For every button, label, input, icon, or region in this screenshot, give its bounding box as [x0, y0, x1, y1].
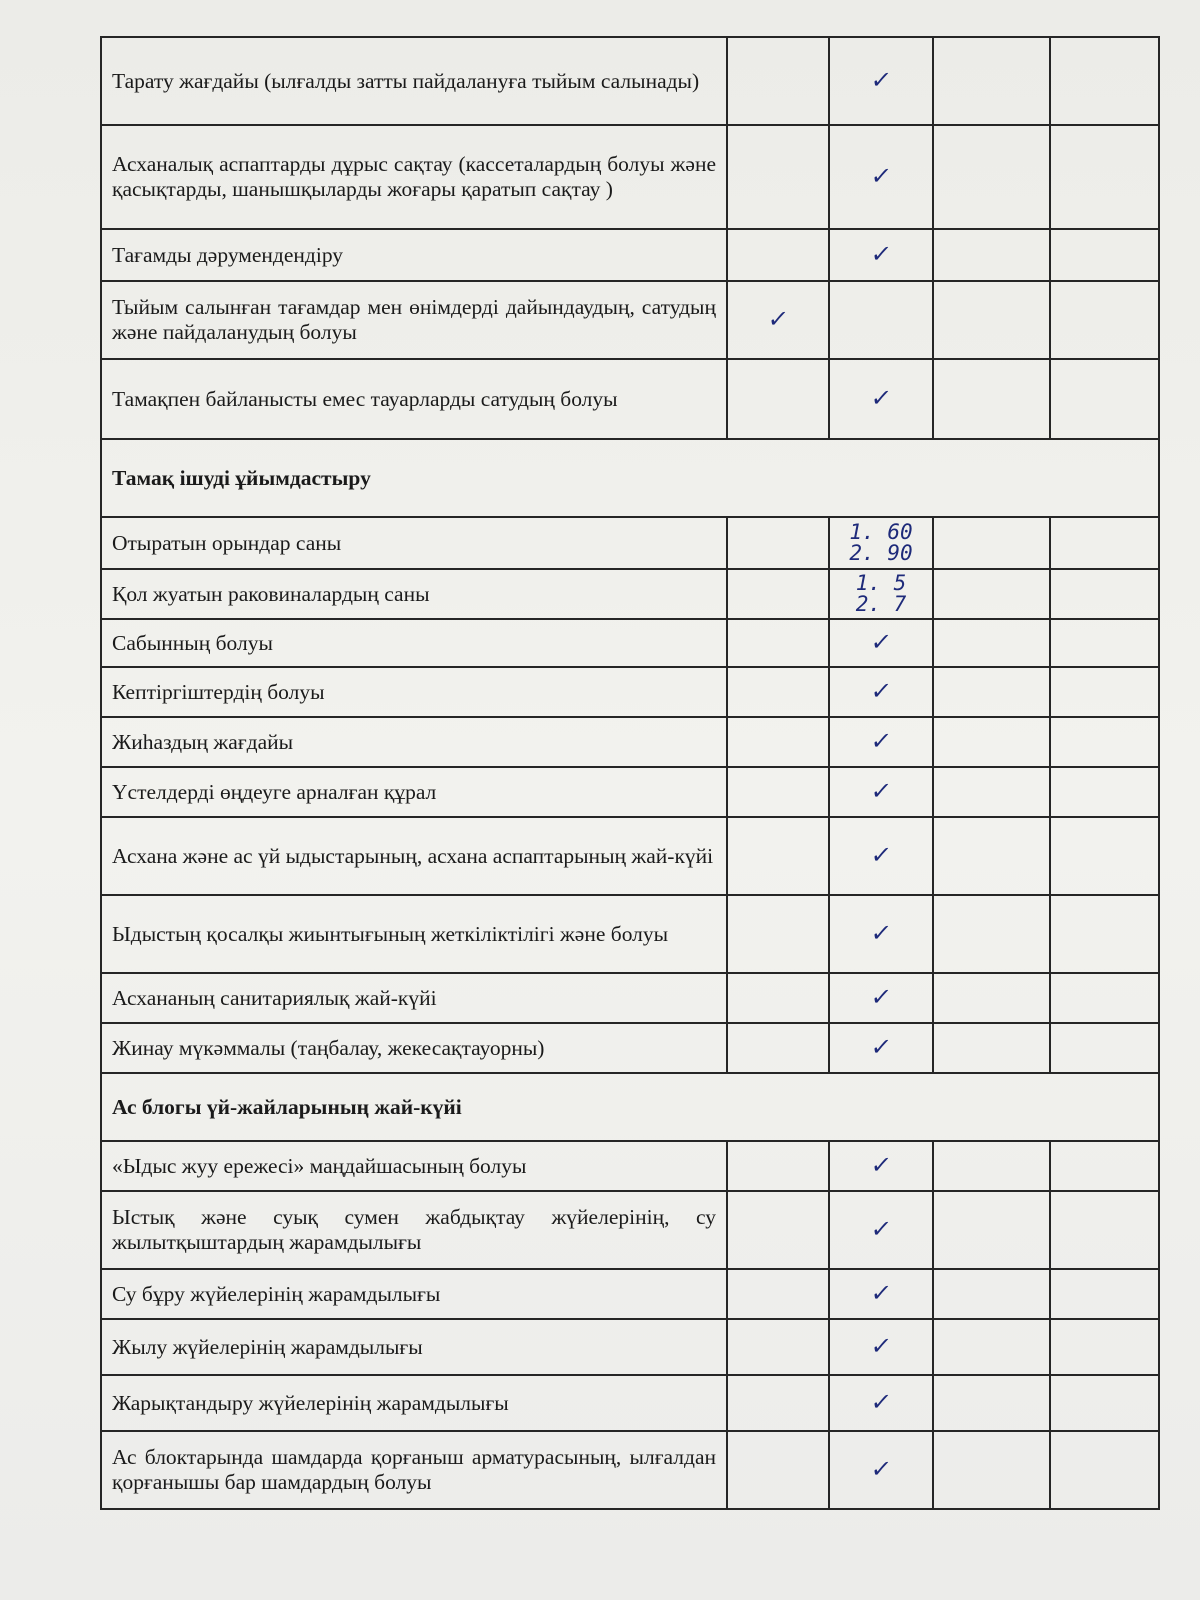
table-row: [101, 229, 1159, 281]
mark-cell-2: [829, 1431, 933, 1509]
item-label: «Ыдыс жуу ережесі» маңдайшасының болуы: [101, 1141, 727, 1191]
item-label: Қол жуатын раковиналардың саны: [101, 569, 727, 619]
table-row: [101, 1191, 1159, 1269]
item-label: Жылу жүйелерінің жарамдылығы: [101, 1319, 727, 1375]
handwritten-count: 2. 7: [855, 592, 907, 616]
checkmark-icon: ✓: [869, 1151, 894, 1179]
mark-cell-3: [933, 359, 1050, 439]
mark-cell-2: [829, 973, 933, 1023]
table-row: [101, 973, 1159, 1023]
mark-cell-3: [933, 1431, 1050, 1509]
mark-cell-4: [1050, 667, 1159, 717]
table-row: [101, 619, 1159, 667]
mark-cell-1: [727, 1141, 829, 1191]
checkmark-icon: ✓: [869, 1033, 894, 1061]
mark-cell-3: [933, 1141, 1050, 1191]
mark-cell-1: [727, 359, 829, 439]
mark-cell-4: [1050, 517, 1159, 569]
table-row: [101, 895, 1159, 973]
mark-cell-1: [727, 1375, 829, 1431]
mark-cell-2: [829, 229, 933, 281]
table-row: [101, 667, 1159, 717]
mark-cell-4: [1050, 229, 1159, 281]
item-label: Тыйым салынған тағамдар мен өнімдерді дайындаудың, сатудың және пайдаланудың болуы: [101, 281, 727, 359]
mark-cell-3: [933, 1319, 1050, 1375]
inspection-checklist-table: [100, 36, 1160, 1510]
table-row: [101, 281, 1159, 359]
item-label: Асханалық аспаптарды дұрыс сақтау (кассеталардың болуы және қасықтарды, шанышқыларды жоғары қаратып сақтау ): [101, 125, 727, 229]
mark-cell-4: [1050, 619, 1159, 667]
mark-cell-1: [727, 973, 829, 1023]
section-heading: Тамақ ішуді ұйымдастыру: [101, 439, 1159, 517]
mark-cell-3: [933, 1269, 1050, 1319]
mark-cell-3: [933, 1375, 1050, 1431]
item-label: Жинау мүкәммалы (таңбалау, жекесақтауорны): [101, 1023, 727, 1073]
item-label: Жарықтандыру жүйелерінің жарамдылығы: [101, 1375, 727, 1431]
table-row: [101, 1269, 1159, 1319]
checkmark-icon: ✓: [869, 1388, 894, 1416]
checkmark-icon: ✓: [766, 305, 791, 333]
checkmark-icon: ✓: [869, 677, 894, 705]
mark-cell-2: [829, 817, 933, 895]
item-label: Сабынның болуы: [101, 619, 727, 667]
checkmark-icon: ✓: [869, 1332, 894, 1360]
mark-cell-2: [829, 619, 933, 667]
table-row: [101, 125, 1159, 229]
table-row: [101, 717, 1159, 767]
item-label: Асхананың санитариялық жай-күйі: [101, 973, 727, 1023]
table-row: [101, 817, 1159, 895]
mark-cell-4: [1050, 1023, 1159, 1073]
checkmark-icon: ✓: [869, 983, 894, 1011]
mark-cell-2: [829, 1023, 933, 1073]
mark-cell-4: [1050, 37, 1159, 125]
mark-cell-4: [1050, 281, 1159, 359]
mark-cell-2: [829, 895, 933, 973]
mark-cell-4: [1050, 125, 1159, 229]
item-label: Тамақпен байланысты емес тауарларды сатудың болуы: [101, 359, 727, 439]
mark-cell-3: [933, 895, 1050, 973]
checkmark-icon: ✓: [869, 66, 894, 94]
handwritten-count: 2. 90: [849, 541, 913, 565]
mark-cell-1: [727, 667, 829, 717]
item-label: Су бұру жүйелерінің жарамдылығы: [101, 1269, 727, 1319]
mark-cell-1: [727, 517, 829, 569]
mark-cell-2: [829, 37, 933, 125]
mark-cell-3: [933, 817, 1050, 895]
mark-cell-2: [829, 767, 933, 817]
mark-cell-1: [727, 1269, 829, 1319]
checkmark-icon: ✓: [869, 1215, 894, 1243]
item-label: Тарату жағдайы (ылғалды затты пайдалануға тыйым салынады): [101, 37, 727, 125]
mark-cell-2: [829, 1319, 933, 1375]
item-label: Асхана және ас үй ыдыстарының, асхана аспаптарының жай-күйі: [101, 817, 727, 895]
table-row: [101, 1319, 1159, 1375]
mark-cell-2: [829, 569, 933, 619]
mark-cell-4: [1050, 767, 1159, 817]
section-heading: Ас блогы үй-жайларының жай-күйі: [101, 1073, 1159, 1141]
table-row: [101, 569, 1159, 619]
checkmark-icon: ✓: [869, 1279, 894, 1307]
mark-cell-1: [727, 1023, 829, 1073]
section-row: [101, 439, 1159, 517]
item-label: Ыстық және суық сумен жабдықтау жүйелерінің, су жылытқыштардың жарамдылығы: [101, 1191, 727, 1269]
item-label: Отыратын орындар саны: [101, 517, 727, 569]
mark-cell-3: [933, 767, 1050, 817]
mark-cell-4: [1050, 1141, 1159, 1191]
mark-cell-2: [829, 125, 933, 229]
mark-cell-4: [1050, 717, 1159, 767]
mark-cell-1: [727, 281, 829, 359]
checkmark-icon: ✓: [869, 919, 894, 947]
mark-cell-1: [727, 1319, 829, 1375]
checkmark-icon: ✓: [869, 162, 894, 190]
checklist-body: [101, 37, 1159, 1509]
mark-cell-4: [1050, 1269, 1159, 1319]
checkmark-icon: ✓: [869, 777, 894, 805]
table-row: [101, 517, 1159, 569]
mark-cell-3: [933, 229, 1050, 281]
mark-cell-1: [727, 767, 829, 817]
mark-cell-3: [933, 125, 1050, 229]
table-row: [101, 767, 1159, 817]
mark-cell-3: [933, 619, 1050, 667]
handwritten-count: 1. 60: [849, 520, 913, 544]
item-label: Ыдыстың қосалқы жиынтығының жеткіліктілігі және болуы: [101, 895, 727, 973]
mark-cell-1: [727, 817, 829, 895]
mark-cell-4: [1050, 359, 1159, 439]
mark-cell-4: [1050, 1319, 1159, 1375]
mark-cell-2: [829, 717, 933, 767]
mark-cell-1: [727, 229, 829, 281]
item-label: Тағамды дәрумендендіру: [101, 229, 727, 281]
mark-cell-2: [829, 1141, 933, 1191]
mark-cell-2: [829, 1269, 933, 1319]
checkmark-icon: ✓: [869, 841, 894, 869]
mark-cell-4: [1050, 817, 1159, 895]
mark-cell-3: [933, 667, 1050, 717]
mark-cell-3: [933, 569, 1050, 619]
mark-cell-2: [829, 1191, 933, 1269]
mark-cell-1: [727, 569, 829, 619]
mark-cell-3: [933, 37, 1050, 125]
mark-cell-3: [933, 973, 1050, 1023]
handwritten-count: 1. 5: [855, 571, 907, 595]
item-label: Кептіргіштердің болуы: [101, 667, 727, 717]
mark-cell-2: [829, 517, 933, 569]
mark-cell-1: [727, 619, 829, 667]
mark-cell-1: [727, 1431, 829, 1509]
table-row: [101, 359, 1159, 439]
checkmark-icon: ✓: [869, 628, 894, 656]
mark-cell-4: [1050, 895, 1159, 973]
mark-cell-3: [933, 281, 1050, 359]
mark-cell-1: [727, 717, 829, 767]
mark-cell-1: [727, 1191, 829, 1269]
mark-cell-4: [1050, 1191, 1159, 1269]
item-label: Үстелдерді өңдеуге арналған құрал: [101, 767, 727, 817]
mark-cell-1: [727, 37, 829, 125]
checkmark-icon: ✓: [869, 240, 894, 268]
table-row: [101, 1141, 1159, 1191]
mark-cell-1: [727, 125, 829, 229]
mark-cell-4: [1050, 1375, 1159, 1431]
mark-cell-2: [829, 281, 933, 359]
checkmark-icon: ✓: [869, 727, 894, 755]
mark-cell-2: [829, 359, 933, 439]
item-label: Жиһаздың жағдайы: [101, 717, 727, 767]
mark-cell-3: [933, 517, 1050, 569]
mark-cell-2: [829, 1375, 933, 1431]
mark-cell-3: [933, 1191, 1050, 1269]
mark-cell-4: [1050, 569, 1159, 619]
mark-cell-2: [829, 667, 933, 717]
table-row: [101, 1431, 1159, 1509]
checkmark-icon: ✓: [869, 1455, 894, 1483]
table-row: [101, 37, 1159, 125]
mark-cell-3: [933, 717, 1050, 767]
mark-cell-3: [933, 1023, 1050, 1073]
item-label: Ас блоктарында шамдарда қорғаныш арматурасының, ылғалдан қорғанышы бар шамдардың болуы: [101, 1431, 727, 1509]
mark-cell-4: [1050, 1431, 1159, 1509]
table-row: [101, 1375, 1159, 1431]
checkmark-icon: ✓: [869, 384, 894, 412]
mark-cell-1: [727, 895, 829, 973]
table-row: [101, 1023, 1159, 1073]
section-row: [101, 1073, 1159, 1141]
mark-cell-4: [1050, 973, 1159, 1023]
